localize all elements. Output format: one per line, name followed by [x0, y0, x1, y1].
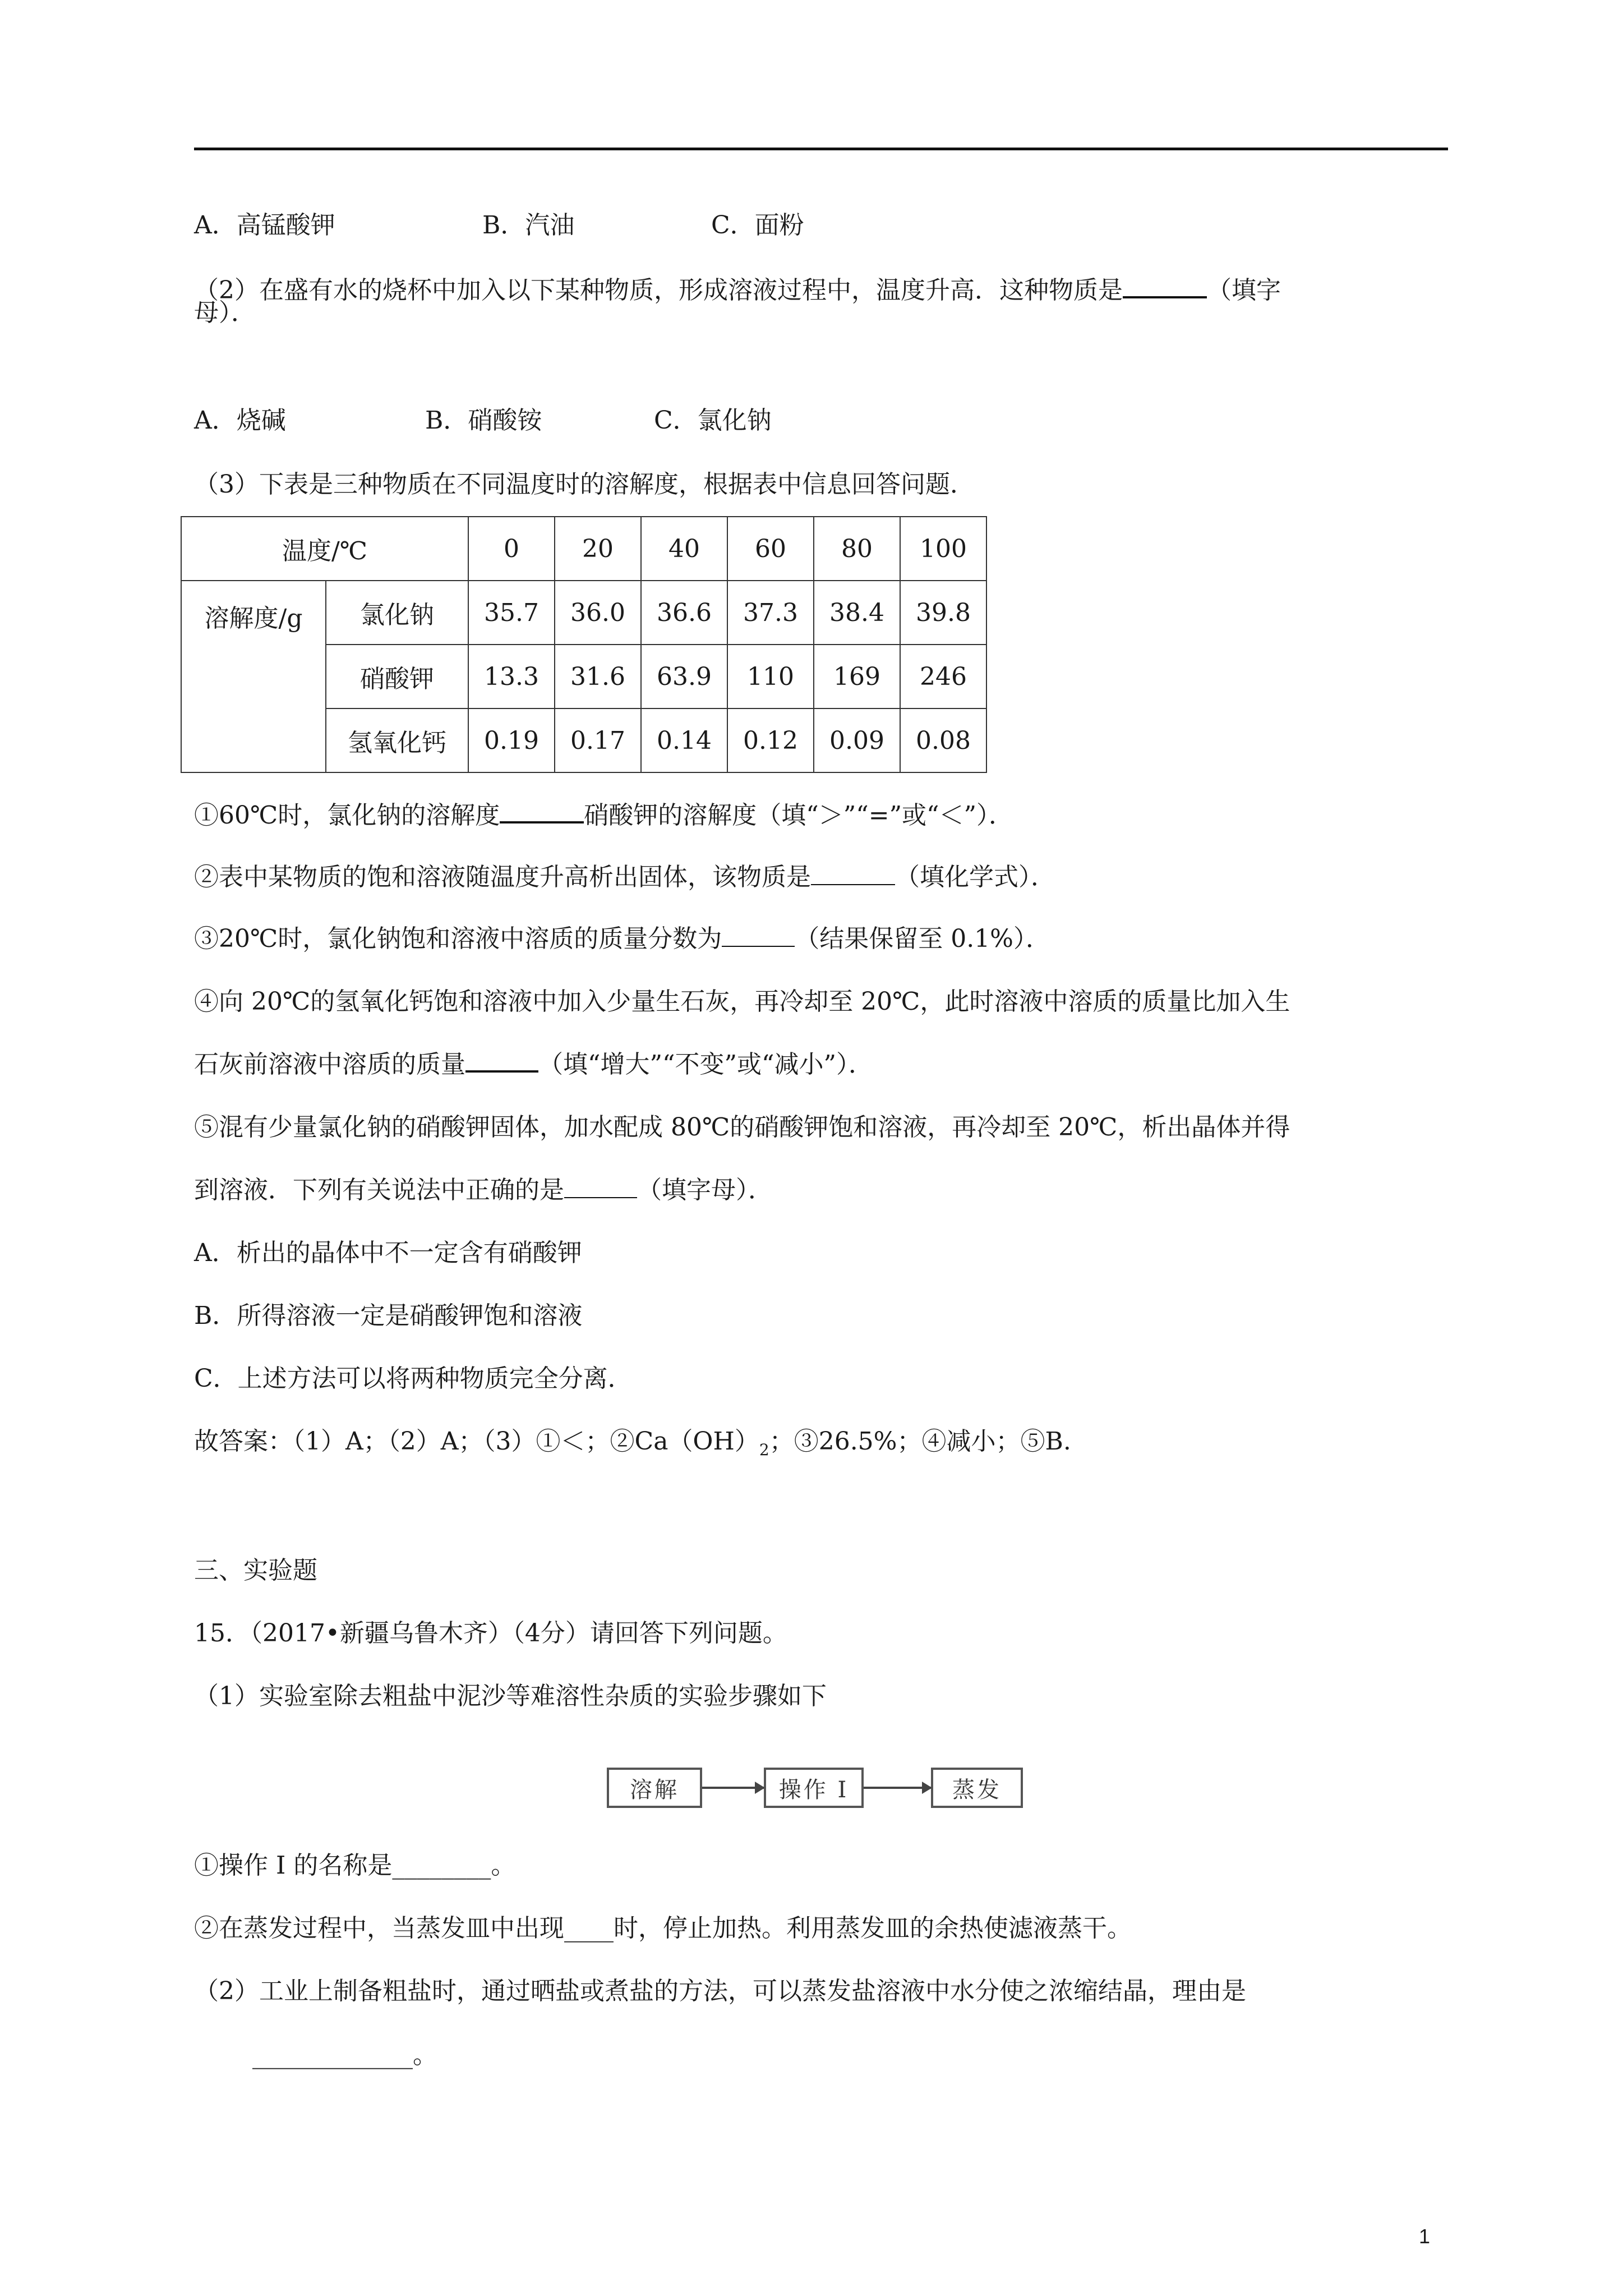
page-number: 1 [1419, 2225, 1431, 2248]
section-title: 三、实验题 [194, 1556, 317, 1585]
q15-part2: （2）工业上制备粗盐时，通过晒盐或煮盐的方法，可以蒸发盐溶液中水分使之浓缩结晶，理由是 [194, 1977, 1246, 2005]
answer-blank [722, 923, 795, 947]
subq-2: ②表中某物质的饱和溶液随温度升高析出固体，该物质是 （填化学式）． [194, 863, 1055, 891]
table-cell: 63.9 [641, 645, 727, 708]
substance-name: 氯化钠 [326, 581, 468, 645]
table-header-temp: 100 [900, 517, 986, 581]
table-header-temp: 40 [641, 517, 727, 581]
table-header-temp: 0 [468, 517, 555, 581]
row-group-label: 溶解度/g [181, 581, 326, 772]
flow-step-evaporate: 蒸发 [931, 1768, 1023, 1808]
table-cell: 110 [727, 645, 814, 708]
table-cell: 0.14 [641, 708, 727, 772]
q3-stem: （3）下表是三种物质在不同温度时的溶解度，根据表中信息回答问题． [194, 470, 975, 499]
table-cell: 36.6 [641, 581, 727, 645]
q2-option-a: A．烧碱 [194, 406, 286, 435]
table-cell: 37.3 [727, 581, 814, 645]
subq-1: ①60℃时，氯化钠的溶解度 硝酸钾的溶解度（填“＞”“=”或“＜”）． [194, 799, 1013, 832]
option-b: B．汽油 [482, 211, 575, 240]
subq-5-line2: 到溶液．下列有关说法中正确的是 （填字母）． [194, 1176, 773, 1204]
arrow-right-icon [702, 1787, 764, 1789]
table-cell: 0.17 [555, 708, 641, 772]
answer-blank [564, 1175, 637, 1198]
subq-5-line1: ⑤混有少量氯化钠的硝酸钾固体，加水配成 80℃的硝酸钾饱和溶液，再冷却至 20℃，析出晶体并得 [194, 1113, 1290, 1142]
substance-name: 硝酸钾 [326, 645, 468, 708]
q2-option-b: B．硝酸铵 [425, 406, 542, 435]
process-flow [607, 1768, 1023, 1808]
substance-name: 氢氧化钙 [326, 708, 468, 772]
table-cell: 36.0 [555, 581, 641, 645]
table-cell: 31.6 [555, 645, 641, 708]
table-cell: 0.09 [814, 708, 900, 772]
header-rule [194, 148, 1448, 150]
table-cell: 0.19 [468, 708, 555, 772]
q2-option-c: C．氯化钠 [654, 406, 772, 435]
table-header-temp: 60 [727, 517, 814, 581]
table-cell: 0.08 [900, 708, 986, 772]
subq-4-line1: ④向 20℃的氢氧化钙饱和溶液中加入少量生石灰，再冷却至 20℃，此时溶液中溶质的质量比加入生 [194, 987, 1290, 1016]
subq-3: ③20℃时，氯化钠饱和溶液中溶质的质量分数为 （结果保留至 0.1%）． [194, 924, 1050, 953]
solubility-table [181, 516, 987, 773]
answer-blank [500, 799, 584, 823]
q15-answer-2: ②在蒸发过程中，当蒸发皿中出现____时，停止加热。利用蒸发皿的余热使滤液蒸干。 [194, 1914, 1132, 1943]
table-cell: 0.12 [727, 708, 814, 772]
q15-part2-blank: _____________。 [252, 2041, 437, 2069]
table-row [181, 581, 986, 645]
table-cell: 246 [900, 645, 986, 708]
option-a: A．高锰酸钾 [194, 211, 335, 240]
arrow-right-icon [864, 1787, 931, 1789]
answer-blank [811, 862, 895, 885]
table-header-label: 温度/℃ [181, 517, 468, 581]
option-c: C．面粉 [711, 211, 804, 240]
flow-step-dissolve: 溶解 [607, 1768, 702, 1808]
table-header-temp: 20 [555, 517, 641, 581]
table-cell: 38.4 [814, 581, 900, 645]
answer-blank [465, 1048, 538, 1073]
flow-step-operation: 操作 I [764, 1768, 864, 1808]
table-cell: 169 [814, 645, 900, 708]
table-cell: 13.3 [468, 645, 555, 708]
q2-stem-cont: 母）． [194, 298, 256, 327]
answer-line: 故答案：（1）A；（2）A；（3）①＜；$②Ca(OH)_2$；③26.5%；④减小；⑤B. [194, 1427, 1071, 1459]
answer-blank [1123, 274, 1207, 298]
q15-part1: （1）实验室除去粗盐中泥沙等难溶性杂质的实验步骤如下 [194, 1682, 827, 1710]
table-cell: 35.7 [468, 581, 555, 645]
q15-answer-1: ①操作 I 的名称是________。 [194, 1851, 516, 1880]
subq-5-option-c: C．上述方法可以将两种物质完全分离． [194, 1364, 633, 1393]
q2-stem: （2）在盛有水的烧杯中加入以下某种物质，形成溶液过程中，温度升高．这种物质是 （填字 [194, 274, 1281, 307]
subq-5-option-b: B．所得溶液一定是硝酸钾饱和溶液 [194, 1301, 583, 1330]
table-header-temp: 80 [814, 517, 900, 581]
q15-stem: 15．（2017•新疆乌鲁木齐）（4分）请回答下列问题。 [194, 1619, 787, 1648]
subq-4-line2: 石灰前溶液中溶质的质量 （填“增大”“不变”或“减小”）． [194, 1048, 873, 1082]
subq-5-option-a: A．析出的晶体中不一定含有硝酸钾 [194, 1239, 582, 1267]
table-cell: 39.8 [900, 581, 986, 645]
